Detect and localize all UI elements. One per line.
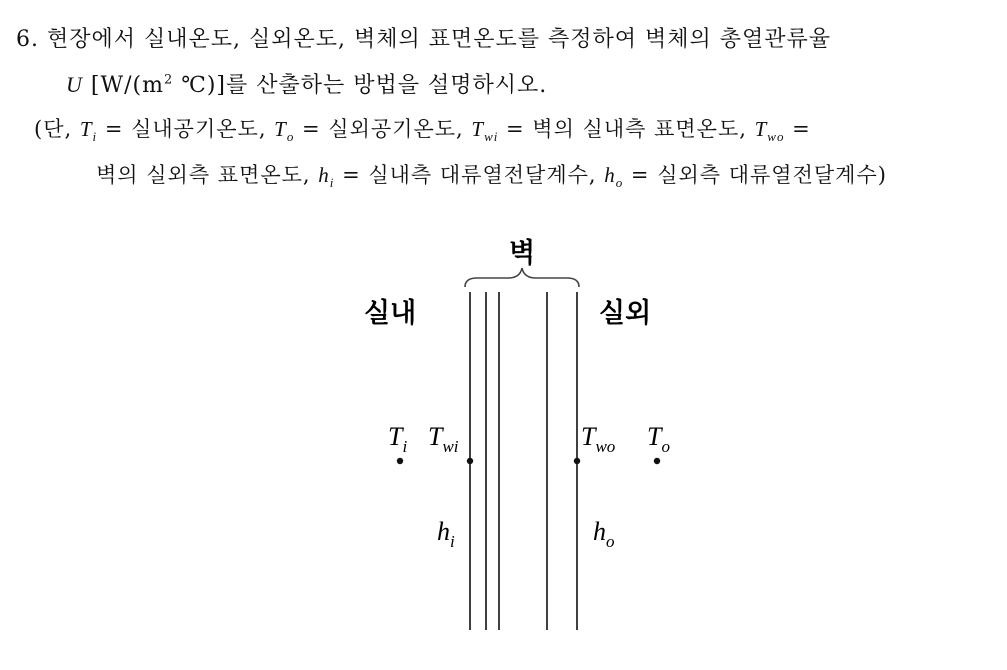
to-symbol: T — [274, 117, 287, 141]
ti-description: = 실내공기온도, — [97, 117, 275, 141]
hi-symbol: h — [318, 163, 330, 187]
twi-description: = 벽의 실내측 표면온도, — [498, 117, 755, 141]
ho-symbol: h — [604, 163, 616, 187]
to-label: $T_o$ — [647, 422, 670, 456]
hi-subscript: i — [329, 175, 335, 191]
ho-description: = 실외측 대류열전달계수) — [623, 163, 887, 187]
u-unit-pre: [W/(m — [90, 73, 164, 98]
outdoor-label: 실외 — [599, 298, 652, 329]
to-description: = 실외공기온도, — [294, 117, 472, 141]
to-point — [654, 458, 660, 464]
ti-label: $T_i$ — [388, 422, 408, 456]
two-label: $T_{wo}$ — [581, 422, 616, 456]
two-symbol: T — [754, 117, 768, 141]
note-open: (단, — [34, 117, 80, 141]
u-unit-post: ℃)]를 산출하는 방법을 설명하시오. — [173, 73, 548, 98]
ti-subscript: i — [92, 129, 98, 145]
twi-label: $T_{wi}$ — [428, 422, 459, 456]
twi-symbol: T — [471, 117, 485, 141]
two-equals: = — [784, 117, 811, 141]
hi-description: = 실내측 대류열전달계수, — [334, 163, 605, 187]
two-subscript: wo — [767, 129, 785, 145]
twi-subscript: wi — [484, 129, 499, 145]
question-title: 6. 현장에서 실내온도, 실외온도, 벽체의 표면온도를 측정하여 벽체의 총열관류율 — [16, 27, 831, 52]
ho-subscript: o — [615, 175, 624, 191]
u-symbol: U — [66, 72, 83, 97]
two-point — [574, 458, 580, 464]
to-subscript: o — [286, 129, 295, 145]
indoor-label: 실내 — [364, 298, 417, 329]
two-description: 벽의 실외측 표면온도, — [96, 163, 319, 187]
u-unit-sup: 2 — [163, 72, 174, 88]
wall-label: 벽 — [508, 238, 536, 269]
hi-label: $h_i$ — [437, 517, 455, 551]
ti-point — [397, 458, 403, 464]
wall-brace — [465, 268, 579, 287]
ti-symbol: T — [79, 117, 93, 141]
ho-label: $h_o$ — [593, 517, 615, 551]
twi-point — [467, 458, 473, 464]
